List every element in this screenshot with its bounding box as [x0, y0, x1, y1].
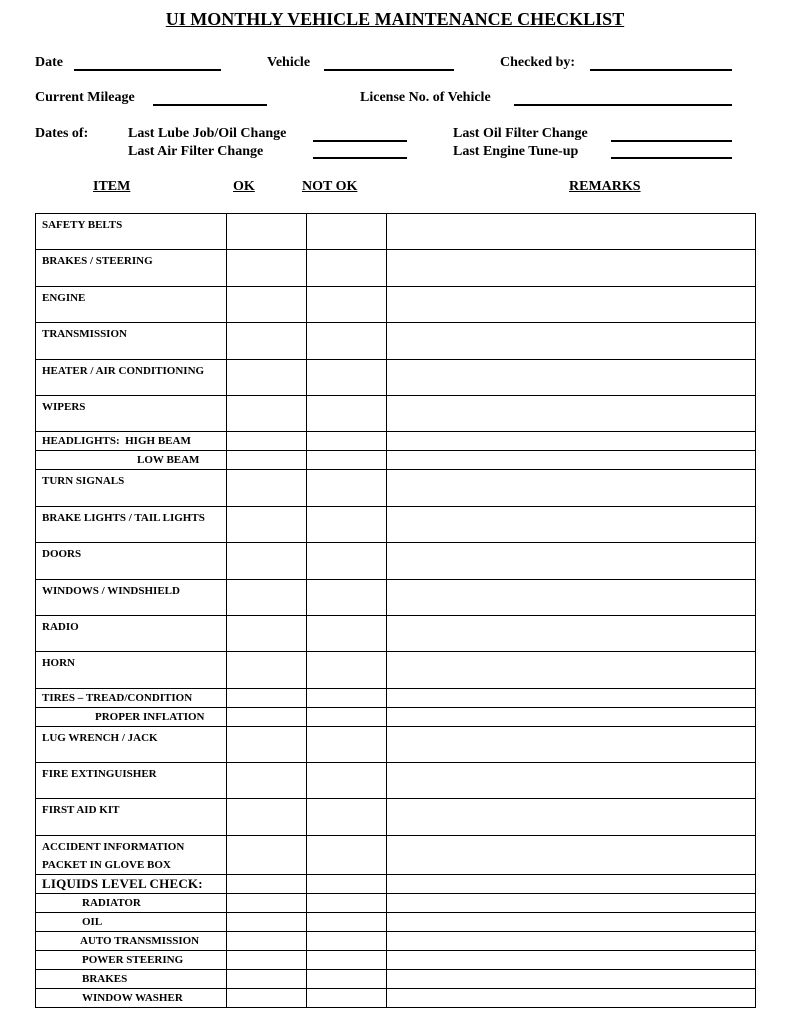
- item-cell: [36, 969, 227, 988]
- not-ok-cell[interactable]: [307, 543, 387, 579]
- remarks-cell[interactable]: [387, 969, 756, 988]
- item-label: DOORS: [42, 548, 82, 561]
- item-cell: [36, 543, 227, 579]
- table-row: [36, 893, 756, 912]
- remarks-cell[interactable]: [387, 286, 756, 322]
- remarks-cell[interactable]: [387, 950, 756, 969]
- remarks-cell[interactable]: [387, 250, 756, 286]
- item-cell: [36, 912, 227, 931]
- table-row: [36, 470, 756, 506]
- ok-cell[interactable]: [227, 579, 307, 615]
- ok-cell[interactable]: [227, 395, 307, 431]
- item-label: BRAKES / STEERING: [42, 255, 153, 268]
- remarks-cell[interactable]: [387, 893, 756, 912]
- item-label: BRAKE LIGHTS / TAIL LIGHTS: [42, 511, 205, 524]
- not-ok-cell[interactable]: [307, 250, 387, 286]
- table-row: [36, 652, 756, 688]
- item-label: TURN SIGNALS: [42, 475, 125, 488]
- item-cell: [36, 395, 227, 431]
- table-row: [36, 988, 756, 1007]
- oil-filter-label: Last Oil Filter Change: [453, 126, 588, 141]
- item-cell: [36, 470, 227, 506]
- item-cell: [36, 835, 227, 874]
- vehicle-label: Vehicle: [267, 55, 311, 70]
- ok-cell[interactable]: [227, 543, 307, 579]
- item-cell: [36, 726, 227, 762]
- item-label: WINDOWS / WINDSHIELD: [42, 584, 180, 597]
- ok-cell[interactable]: [227, 835, 307, 874]
- remarks-column-header: REMARKS: [569, 179, 641, 194]
- date-label: Date: [35, 55, 63, 70]
- item-label: ENGINE: [42, 291, 86, 304]
- item-label: PROPER INFLATION: [95, 710, 205, 723]
- not-ok-cell[interactable]: [307, 799, 387, 835]
- item-label: LIQUIDS LEVEL CHECK:: [42, 875, 203, 891]
- not-ok-cell[interactable]: [307, 726, 387, 762]
- table-row: [36, 506, 756, 542]
- table-row: [36, 451, 756, 470]
- ok-cell[interactable]: [227, 763, 307, 799]
- table-row: [36, 250, 756, 286]
- remarks-cell[interactable]: [387, 470, 756, 506]
- checked-by-field[interactable]: [590, 69, 732, 71]
- table-row: [36, 931, 756, 950]
- table-row: [36, 969, 756, 988]
- remarks-cell[interactable]: [387, 799, 756, 835]
- not-ok-cell[interactable]: [307, 395, 387, 431]
- remarks-cell[interactable]: [387, 395, 756, 431]
- table-row: [36, 763, 756, 799]
- table-row: [36, 286, 756, 322]
- remarks-cell[interactable]: [387, 214, 756, 250]
- ok-cell[interactable]: [227, 250, 307, 286]
- item-cell: [36, 286, 227, 322]
- ok-cell[interactable]: [227, 726, 307, 762]
- item-label: FIRE EXTINGUISHER: [42, 768, 157, 781]
- not-ok-cell[interactable]: [307, 286, 387, 322]
- not-ok-cell[interactable]: [307, 323, 387, 359]
- remarks-cell[interactable]: [387, 874, 756, 893]
- remarks-cell[interactable]: [387, 912, 756, 931]
- checklist-table: [35, 213, 756, 1008]
- table-row: [36, 359, 756, 395]
- table-row: [36, 726, 756, 762]
- item-label: RADIATOR: [82, 896, 141, 909]
- item-label: ACCIDENT INFORMATION PACKET IN GLOVE BOX: [42, 840, 185, 871]
- ok-cell[interactable]: [227, 912, 307, 931]
- item-cell: [36, 250, 227, 286]
- ok-cell[interactable]: [227, 931, 307, 950]
- not-ok-cell[interactable]: [307, 969, 387, 988]
- item-label: LOW BEAM: [137, 454, 200, 467]
- table-row: [36, 395, 756, 431]
- ok-cell[interactable]: [227, 969, 307, 988]
- date-field[interactable]: [74, 69, 221, 71]
- mileage-field[interactable]: [153, 104, 267, 106]
- item-label: TRANSMISSION: [42, 328, 127, 341]
- dates-of-label: Dates of:: [35, 126, 89, 141]
- ok-cell[interactable]: [227, 470, 307, 506]
- remarks-cell[interactable]: [387, 359, 756, 395]
- item-label: HEATER / AIR CONDITIONING: [42, 364, 205, 377]
- ok-cell[interactable]: [227, 286, 307, 322]
- item-label: HORN: [42, 657, 75, 670]
- table-row: [36, 543, 756, 579]
- item-cell: [36, 688, 227, 707]
- item-cell: [36, 579, 227, 615]
- not-ok-cell[interactable]: [307, 763, 387, 799]
- not-ok-cell[interactable]: [307, 688, 387, 707]
- item-cell: [36, 359, 227, 395]
- item-column-header: ITEM: [93, 179, 131, 194]
- ok-cell[interactable]: [227, 874, 307, 893]
- ok-cell[interactable]: [227, 451, 307, 470]
- lube-label: Last Lube Job/Oil Change: [128, 126, 287, 141]
- table-row: [36, 579, 756, 615]
- remarks-cell[interactable]: [387, 451, 756, 470]
- checked-by-label: Checked by:: [500, 55, 576, 70]
- not-ok-cell[interactable]: [307, 893, 387, 912]
- ok-cell[interactable]: [227, 707, 307, 726]
- remarks-cell[interactable]: [387, 726, 756, 762]
- ok-cell[interactable]: [227, 950, 307, 969]
- remarks-cell[interactable]: [387, 652, 756, 688]
- not-ok-cell[interactable]: [307, 912, 387, 931]
- ok-cell[interactable]: [227, 688, 307, 707]
- ok-column-header: OK: [233, 179, 255, 194]
- item-label: AUTO TRANSMISSION: [80, 934, 200, 947]
- item-cell: [36, 763, 227, 799]
- ok-cell[interactable]: [227, 432, 307, 451]
- air-filter-field[interactable]: [313, 157, 407, 159]
- table-row: [36, 950, 756, 969]
- table-row: [36, 707, 756, 726]
- ok-cell[interactable]: [227, 988, 307, 1007]
- ok-cell[interactable]: [227, 214, 307, 250]
- remarks-cell[interactable]: [387, 707, 756, 726]
- item-label: SAFETY BELTS: [42, 219, 123, 231]
- ok-cell[interactable]: [227, 323, 307, 359]
- oil-filter-field[interactable]: [611, 140, 732, 142]
- table-row: [36, 874, 756, 893]
- item-cell: [36, 893, 227, 912]
- not-ok-cell[interactable]: [307, 470, 387, 506]
- table-row: [36, 432, 756, 451]
- item-cell: [36, 799, 227, 835]
- not-ok-cell[interactable]: [307, 950, 387, 969]
- item-label: BRAKES: [82, 972, 128, 985]
- not-ok-cell[interactable]: [307, 359, 387, 395]
- item-cell: [36, 432, 227, 451]
- remarks-cell[interactable]: [387, 835, 756, 874]
- item-cell: [36, 323, 227, 359]
- ok-cell[interactable]: [227, 506, 307, 542]
- page-title: UI MONTHLY VEHICLE MAINTENANCE CHECKLIST: [165, 9, 625, 29]
- remarks-cell[interactable]: [387, 579, 756, 615]
- remarks-cell[interactable]: [387, 988, 756, 1007]
- table-row: [36, 799, 756, 835]
- item-label: LUG WRENCH / JACK: [42, 731, 158, 744]
- not-ok-cell[interactable]: [307, 451, 387, 470]
- not-ok-cell[interactable]: [307, 579, 387, 615]
- ok-cell[interactable]: [227, 359, 307, 395]
- ok-cell[interactable]: [227, 615, 307, 651]
- not-ok-cell[interactable]: [307, 615, 387, 651]
- air-filter-label: Last Air Filter Change: [128, 144, 264, 159]
- remarks-cell[interactable]: [387, 763, 756, 799]
- item-cell: [36, 931, 227, 950]
- item-label: TIRES – TREAD/CONDITION: [42, 691, 193, 704]
- lube-field[interactable]: [313, 140, 407, 142]
- remarks-cell[interactable]: [387, 432, 756, 451]
- item-cell: [36, 615, 227, 651]
- not-ok-cell[interactable]: [307, 988, 387, 1007]
- table-row: [36, 912, 756, 931]
- remarks-cell[interactable]: [387, 323, 756, 359]
- item-cell: [36, 950, 227, 969]
- item-label: HEADLIGHTS: HIGH BEAM: [42, 435, 191, 448]
- license-field[interactable]: [514, 104, 732, 106]
- table-row: [36, 835, 756, 874]
- item-cell: [36, 874, 227, 893]
- table-row: [36, 615, 756, 651]
- vehicle-field[interactable]: [324, 69, 454, 71]
- item-label: FIRST AID KIT: [42, 804, 120, 817]
- remarks-cell[interactable]: [387, 688, 756, 707]
- remarks-cell[interactable]: [387, 931, 756, 950]
- not-ok-cell[interactable]: [307, 506, 387, 542]
- remarks-cell[interactable]: [387, 506, 756, 542]
- not-ok-cell[interactable]: [307, 874, 387, 893]
- item-label: POWER STEERING: [82, 953, 184, 966]
- ok-cell[interactable]: [227, 799, 307, 835]
- item-cell: [36, 988, 227, 1007]
- not-ok-column-header: NOT OK: [302, 179, 358, 194]
- table-row: [36, 323, 756, 359]
- not-ok-cell[interactable]: [307, 214, 387, 250]
- item-cell: [36, 451, 227, 470]
- remarks-cell[interactable]: [387, 543, 756, 579]
- remarks-cell[interactable]: [387, 615, 756, 651]
- item-cell: [36, 214, 227, 250]
- item-label: OIL: [82, 915, 103, 928]
- license-label: License No. of Vehicle: [360, 90, 491, 105]
- ok-cell[interactable]: [227, 893, 307, 912]
- not-ok-cell[interactable]: [307, 652, 387, 688]
- tune-up-field[interactable]: [611, 157, 732, 159]
- not-ok-cell[interactable]: [307, 835, 387, 874]
- item-cell: [36, 652, 227, 688]
- item-cell: [36, 506, 227, 542]
- mileage-label: Current Mileage: [35, 90, 135, 105]
- table-row: [36, 688, 756, 707]
- tune-up-label: Last Engine Tune-up: [453, 144, 579, 159]
- not-ok-cell[interactable]: [307, 931, 387, 950]
- item-label: WIPERS: [42, 400, 86, 413]
- item-label: WINDOW WASHER: [82, 991, 183, 1004]
- ok-cell[interactable]: [227, 652, 307, 688]
- item-label: RADIO: [42, 620, 79, 633]
- not-ok-cell[interactable]: [307, 432, 387, 451]
- table-row: [36, 214, 756, 250]
- item-cell: [36, 707, 227, 726]
- not-ok-cell[interactable]: [307, 707, 387, 726]
